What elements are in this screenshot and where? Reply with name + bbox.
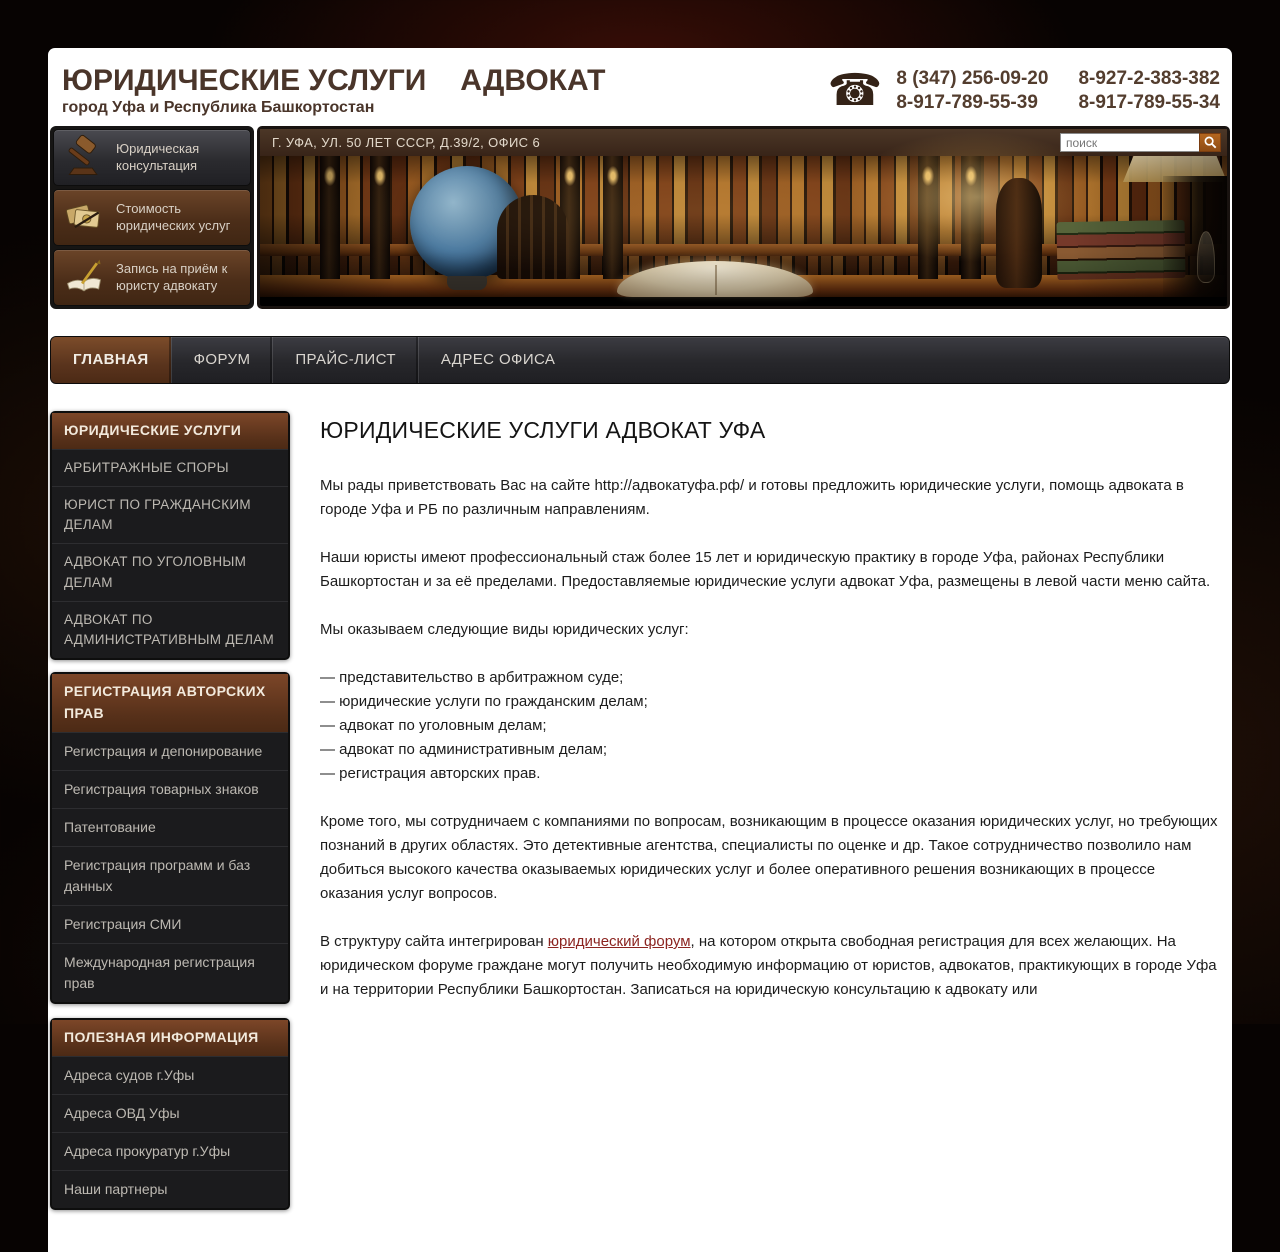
phone-column-1 xyxy=(896,68,1048,114)
quick-button-label: Запись на приём к юристу адвокату xyxy=(116,261,228,293)
sidebar-item-criminal-lawyer[interactable]: АДВОКАТ ПО УГОЛОВНЫМ ДЕЛАМ xyxy=(52,543,288,601)
sidebar-item-civil-lawyer[interactable]: ЮРИСТ ПО ГРАЖДАНСКИМ ДЕЛАМ xyxy=(52,486,288,544)
menu-copyright-registration xyxy=(50,672,290,1003)
vintage-telephone-icon: ☎ xyxy=(827,66,883,115)
gavel-icon xyxy=(62,136,106,180)
cooperation-paragraph: Кроме того, мы сотрудничаем с компаниями по вопросам, возникающим в процессе оказания юридических услуг, но требующих познаний в других областях. Это детективные агентства, специалисты по оценке и др. Такое сотрудничество позволило нам добиться высокого качества оказываемых юридических услуг и более оперативного решения возникающих в процессе оказания услуг вопросов. xyxy=(320,813,1218,902)
sidebar-item-international-registration[interactable]: Международная регистрация прав xyxy=(52,943,288,1002)
services-cost-button[interactable] xyxy=(53,189,251,246)
menu-items xyxy=(52,732,288,1002)
sidebar-item-media-registration[interactable]: Регистрация СМИ xyxy=(52,905,288,943)
services-list xyxy=(320,666,1218,786)
forum-paragraph-end: , на котором открыта свободная регистрация для всех желающих. На юридическом форуме граждане могут получить необходимую информацию от юристов, адвокатов, практикующих в городе Уфа и на территории Республики Башкортостан. Записаться на юридическую консультацию к адвокату или xyxy=(320,933,1217,998)
forum-paragraph xyxy=(320,930,1218,1002)
sidebar-item-partners[interactable]: Наши партнеры xyxy=(52,1170,288,1208)
vignette-overlay xyxy=(260,156,1227,297)
phone-columns xyxy=(896,68,1220,114)
sidebar-item-courts-addresses[interactable]: Адреса судов г.Уфы xyxy=(52,1056,288,1094)
main-row xyxy=(50,411,1230,1252)
sidebar-item-software-db-registration[interactable]: Регистрация программ и баз данных xyxy=(52,846,288,905)
magnifier-icon xyxy=(1204,136,1217,149)
nav-item-forum[interactable]: ФОРУМ xyxy=(171,337,273,383)
library-photo-banner xyxy=(260,156,1227,297)
appointment-button[interactable] xyxy=(53,249,251,306)
menu-useful-info xyxy=(50,1018,290,1210)
service-item: — юридические услуги по гражданским делам; xyxy=(320,693,648,710)
legal-forum-link[interactable]: юридический форум xyxy=(547,933,691,950)
site-header xyxy=(50,48,1230,123)
phone-column-2 xyxy=(1078,68,1220,114)
page-container xyxy=(48,48,1232,1252)
menu-items xyxy=(52,449,288,659)
notebook-pen-icon xyxy=(62,256,106,300)
sidebar-item-arbitration-disputes[interactable]: АРБИТРАЖНЫЕ СПОРЫ xyxy=(52,449,288,486)
phone-number: 8 (347) 256-09-20 xyxy=(896,68,1049,89)
site-subtitle: город Уфа и Республика Башкортостан xyxy=(62,99,375,116)
menu-title: ЮРИДИЧЕСКИЕ УСЛУГИ xyxy=(52,413,288,449)
sidebar-item-trademark-registration[interactable]: Регистрация товарных знаков xyxy=(52,770,288,808)
menu-items xyxy=(52,1056,288,1208)
service-item: — регистрация авторских прав. xyxy=(320,765,541,782)
menu-title: ПОЛЕЗНАЯ ИНФОРМАЦИЯ xyxy=(52,1020,288,1056)
banner-frame xyxy=(257,126,1230,309)
site-title xyxy=(62,64,606,97)
nav-item-home[interactable]: ГЛАВНАЯ xyxy=(51,337,171,383)
experience-paragraph: Наши юристы имеют профессиональный стаж более 15 лет и юридическую практику в городе Уфа, районах Республики Башкортостан и за её пределами. Предоставляемые юридические услуги адвокат Уфа, размещены в левой части меню сайта. xyxy=(320,549,1211,590)
sidebar xyxy=(50,411,290,1222)
main-content xyxy=(320,411,1230,1222)
quick-button-label: Стоимость юридических услуг xyxy=(116,201,231,233)
nav-item-office-address[interactable]: АДРЕС ОФИСА xyxy=(418,337,577,383)
office-address: Г. УФА, УЛ. 50 ЛЕТ СССР, Д.39/2, ОФИС 6 xyxy=(272,135,541,150)
phone-block xyxy=(828,64,1220,114)
site-title-main: ЮРИДИЧЕСКИЕ УСЛУГИ xyxy=(62,64,427,97)
intro-paragraph: Мы рады приветствовать Вас на сайте http://адвокатуфа.рф/ и готовы предложить юридические услуги, помощь адвоката в городе Уфа и РБ по различным направлениям. xyxy=(320,477,1184,518)
service-item: — представительство в арбитражном суде; xyxy=(320,669,624,686)
phone-number: 8-917-789-55-39 xyxy=(896,92,1038,113)
top-row xyxy=(50,126,1230,309)
documents-money-icon xyxy=(62,196,106,240)
nav-item-pricelist[interactable]: ПРАЙС-ЛИСТ xyxy=(272,337,418,383)
forum-paragraph-start: В структуру сайта интегрирован xyxy=(320,933,548,950)
service-item: — адвокат по уголовным делам; xyxy=(320,717,547,734)
sidebar-item-administrative-lawyer[interactable]: АДВОКАТ ПО АДМИНИСТРАТИВНЫМ ДЕЛАМ xyxy=(52,601,288,659)
menu-title: РЕГИСТРАЦИЯ АВТОРСКИХ ПРАВ xyxy=(52,674,288,731)
search-button[interactable] xyxy=(1199,133,1221,152)
quick-button-label: Юридическая консультация xyxy=(116,141,200,173)
main-navigation xyxy=(50,336,1230,384)
site-title-secondary: АДВОКАТ xyxy=(460,64,606,97)
sidebar-item-patenting[interactable]: Патентование xyxy=(52,808,288,846)
service-item: — адвокат по административным делам; xyxy=(320,741,608,758)
phone-number: 8-927-2-383-382 xyxy=(1078,68,1220,89)
sidebar-item-prosecutors-addresses[interactable]: Адреса прокуратур г.Уфы xyxy=(52,1132,288,1170)
site-title-block xyxy=(62,64,606,117)
phone-number: 8-917-789-55-34 xyxy=(1078,92,1220,113)
page-title: ЮРИДИЧЕСКИЕ УСЛУГИ АДВОКАТ УФА xyxy=(320,417,766,443)
legal-consultation-button[interactable] xyxy=(53,129,251,186)
sidebar-item-police-addresses[interactable]: Адреса ОВД Уфы xyxy=(52,1094,288,1132)
sidebar-item-registration-deposit[interactable]: Регистрация и депонирование xyxy=(52,732,288,770)
menu-legal-services xyxy=(50,411,290,660)
services-intro-paragraph: Мы оказываем следующие виды юридических услуг: xyxy=(320,621,689,638)
quick-buttons-panel xyxy=(50,126,254,309)
